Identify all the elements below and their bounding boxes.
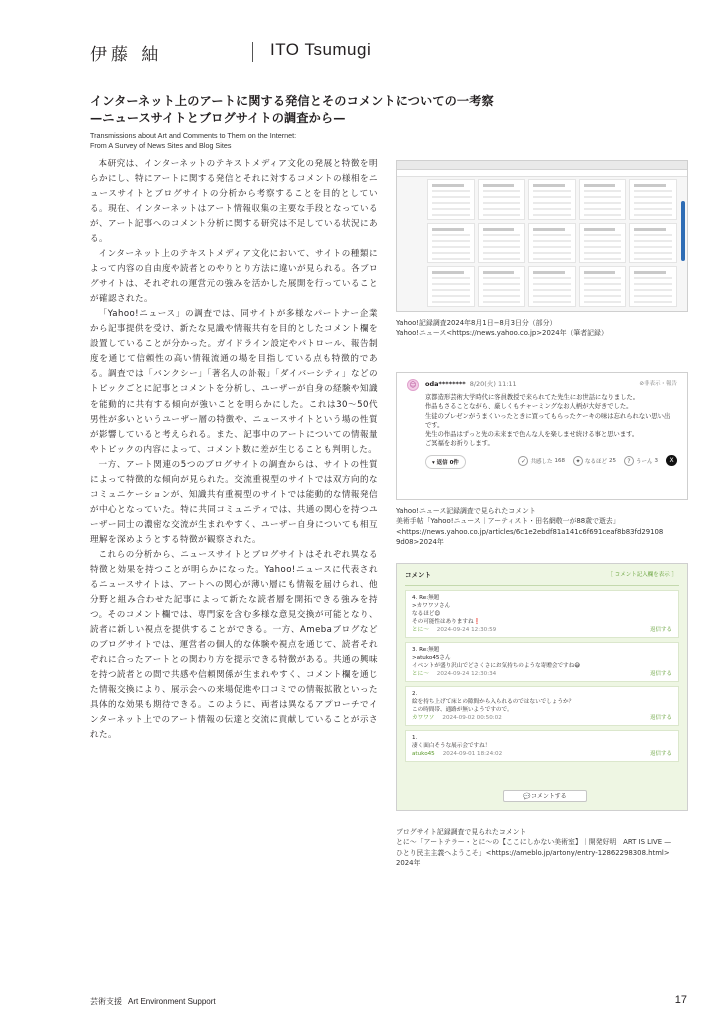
figure1-caption [396,318,696,339]
figure-blog-comments [396,563,688,811]
comment-time: 2024-09-24 12:30:59 [436,627,497,633]
blog-comment [405,686,679,726]
page-thumbnail [629,266,677,307]
figure3-caption-line: ブログサイト記録調査で見られたコメント [396,828,527,836]
comment-line: 先生の作品はずっと先の未来まで色んな人を楽しませ続ける事と思います。 [425,431,639,439]
replies-button: ▾ 返信 0件 [425,455,466,469]
reply-link: 返信する [649,715,672,721]
reaction-label: うーん [635,458,653,465]
comments-title: コメント [405,571,431,579]
page-thumbnail [528,223,576,264]
body-paragraph: 本研究は、インターネットのテキストメディア文化の発展と特徴を明らかにし、特にアートに関する発信とそれに対するコメントの様相をニュースサイトとブログサイトの分析から考察することを目的としている。現在、インターネットはアート情報収集の主要な手段となっているが、アート記事へのコメント分析に関する研究は不足している状況にある。 [90,159,378,245]
comment-meta [412,670,672,678]
reply-link: 返信する [649,751,672,757]
body-paragraph: インターネット上のテキストメディア文化において、サイトの種類によって内容の自由度や読者とのやりとり方法に違いが見られる。各ブログサイトは、それぞれの運営元の強みを活かした展開を行っていることが確認された。 [90,249,378,305]
comment-head: 3. Re:無題 [412,647,440,653]
title-jp-line1: インターネット上のアートに関する発信とそのコメントについての一考察 [90,94,494,108]
comment-line: 作品もさることながら、厳しくもチャーミングなお人柄が大好きでした。 [425,403,633,411]
comment-line: イベントが盛り沢山でどさくさにお気持ちのような寄贈会ですね😅 [412,663,581,669]
blog-comment [405,642,679,682]
page-thumbnail [579,266,627,307]
comment-line: その可能性はありますね❗ [412,619,481,625]
comment-username: oda******** [425,380,466,388]
reaction-bar [518,455,677,466]
reaction-insight [573,455,616,466]
hmm-icon: ? [624,456,634,466]
page-thumbnail [427,266,475,307]
footer-en: Art Environment Support [128,997,216,1006]
figure3-caption-line: ひとり民主主義へようこそ」<https://ameblo.jp/artony/entry-12862298308.html> [396,848,670,857]
browser-tab-bar [397,161,687,170]
body-text [90,157,378,743]
comment-author: とに〜 [412,627,429,633]
figure-yahoo-record-screenshot [396,160,688,312]
reply-link: 返信する [649,627,672,633]
comment-user [425,379,517,388]
lightbulb-icon: ✦ [573,456,583,466]
figure2-caption-line: <https://news.yahoo.co.jp/articles/6c1e2ebdf81a141c6f691ceaf8b83fd29108 [396,527,664,536]
comment-head: 1. [412,735,418,741]
title-block [90,93,510,151]
blog-comment [405,730,679,762]
comment-author: カワワソ [412,715,435,721]
page-footer [90,996,216,1007]
body-paragraph: 「Yahoo!ニュース」の調査では、同サイトが多様なパートナー企業から記事提供を受け、新たな見識や情報共有を目的としたコメント欄を設置していることが分かった。ガイドライン設定やパトロール、報告制度を通じて信頼性の高い情報流通の場を目指している点も特徴的である。調査では「バンクシー」「著名人の訃報」「ダイバーシティ」などのトピックごとに記事とコメントを分析し、ユーザーが自身の経験や知識を能動的に共有する傾向が強いことを明らかにした。これは30〜50代男性が多いというユーザー層の特徴や、ニュースサイトという場の性質が影響していると考えられる。また、記事中のアートについての情報量やトピックの内容によって、コメント数に差が生じることも判明した。 [90,309,378,455]
figure2-caption-line: 9d08>2024年 [396,537,444,546]
comment-line: 凄く面白そうな展示会ですね！ [412,743,491,749]
comment-time: 2024-09-01 18:24:02 [442,751,503,757]
reaction-count: 168 [554,457,565,464]
divider [405,585,679,586]
figure3-caption [396,827,696,868]
x-share-icon: X [666,455,677,466]
page-thumbnail [528,179,576,220]
comment-line: 絵を持ち上げて床との隙間から入られるのではないでしょうか？ [412,699,575,705]
comment-line: なるほど😊 [412,611,441,617]
page-thumbnail [478,266,526,307]
comment-line: 京都造形芸術大学時代に客員教授で来られてた先生にお世話になりました。 [425,394,640,401]
body-paragraph: 一方、アート関連の5つのブログサイトの調査からは、サイトの性質によって特徴的な傾向が見られた。交流重視型のサイトでは双方向的なコミュニケーションが、知識共有重視型のサイトでは能動的な情報発信が中心となっていた。特に共同コミュニティでは、共通の関心を持つユーザー同士の濃密な交流が生まれやすく、ユーザー自身についても相互理解を深めようとする特徴が観察された。 [90,459,378,545]
page-number: 17 [674,994,687,1006]
page-thumbnail [579,223,627,264]
page-thumbnail [478,223,526,264]
comment-date: 8/20(火) 11:11 [469,380,517,388]
title-en [90,131,510,151]
header-divider [252,42,253,62]
page-thumbnail [427,179,475,220]
comment-meta [412,626,672,634]
comment-head: 4. Re:無題 [412,595,440,601]
report-link: ⊘非表示・報告 [639,381,677,387]
reaction-count: 3 [654,457,658,464]
page-thumbnail [579,179,627,220]
reaction-label: なるほど [584,458,607,465]
comment-line: ご冥福をお祈りします。 [425,440,494,448]
thumbs-up-icon: ✓ [518,456,528,466]
comment-author: とに〜 [412,671,429,677]
page-header [90,40,690,64]
body-paragraph: これらの分析から、ニュースサイトとブログサイトはそれぞれ異なる特徴と効果を持つことが明らかになった。Yahoo!ニュースに代表されるニュースサイトは、アートへの関心が薄い層にも情報を届けられ、他分野と組み合わせた記事によって新たな読者層を開拓できる強みを持つ。そのコメント欄では、専門家を含む多様な意見交換が可能となり、読者に新しい視点を提供することができる。一方、Amebaブログなどのブログサイトでは、運営者の個人的な体験や視点を通じて、読者それぞれに合ったアートとの関わり方を提示できる特徴がある。共通の興味を持つ読者との間で共感や信頼関係が生まれやすく、コメント欄を通じた情報交換により、展示会への来場促進や口コミでの情報拡散といった具体的な効果も期待できる。このように、両者は異なるアプローチでインターネット上でのアート情報の伝達と交流に貢献していることが示された。 [90,549,378,741]
comment-text [425,393,675,449]
comment-line: 生徒のプレゼンがうまくいったときに買ってもらったケーキの味は忘れられない思い出です。 [425,412,671,429]
comment-time: 2024-09-24 12:30:34 [436,671,497,677]
reaction-empathy [518,455,565,466]
figure1-caption-line: Yahoo!ニュース<https://news.yahoo.co.jp>2024年（筆者記録） [396,329,608,338]
reaction-count: 25 [608,457,616,464]
page-thumbnail [629,223,677,264]
figure-yahoo-comment [396,372,688,500]
comment-meta [412,750,672,758]
comment-meta [412,714,672,722]
figure2-caption-line: Yahoo!ニュース記録調査で見られたコメント [396,507,536,515]
page-thumbnail [528,266,576,307]
reaction-hmm [624,455,658,466]
browser-address-bar [397,170,687,177]
comment-time: 2024-09-02 00:50:02 [442,715,502,721]
figure1-caption-line: Yahoo!記録調査2024年8月1日−8月3日分（部分） [396,319,557,327]
page-thumbnail-grid [427,179,677,307]
reaction-label: 共感した [530,458,553,465]
author-name-jp: 伊藤 紬 [90,45,163,65]
reply-link: 返信する [649,671,672,677]
comment-author: atuko45 [412,751,435,757]
blog-comment [405,590,679,638]
figure2-caption-line: 美術手帖「Yahoo!ニュース｜アーティスト・田名網敬一が88歳で逝去」 [396,517,620,526]
comment-line: この時間帯、通路が無いようですので。 [412,707,513,713]
figure3-caption-line: とに〜「アートテラー・とに〜の【ここにしかない美術室】｜開発好明 ART IS LIVE — [396,838,672,847]
author-name-en: ITO Tsumugi [270,40,372,59]
page-thumbnail [629,179,677,220]
figure3-caption-line: 2024年 [396,858,421,867]
title-en-line1: Transmissions about Art and Comments to Them on the Internet: [90,131,297,140]
comment-head: 2. [412,691,418,697]
comment-line: >カワワソさん [412,603,451,609]
title-jp-line2: —ニュースサイトとブログサイトの調査から— [90,111,346,125]
figure2-caption [396,506,696,547]
comment-line: >atuko45さん [412,655,451,661]
page-thumbnail [478,179,526,220]
comment-form-link: ［ コメント記入欄を表示 ］ [607,572,677,578]
footer-jp: 芸術支援 [90,997,122,1006]
scrollbar-thumb [681,201,685,261]
page-thumbnail [427,223,475,264]
post-comment-button: 💬コメントする [503,790,587,802]
title-en-line2: From A Survey of News Sites and Blog Sites [90,141,232,150]
avatar-icon: ☺ [407,379,419,391]
